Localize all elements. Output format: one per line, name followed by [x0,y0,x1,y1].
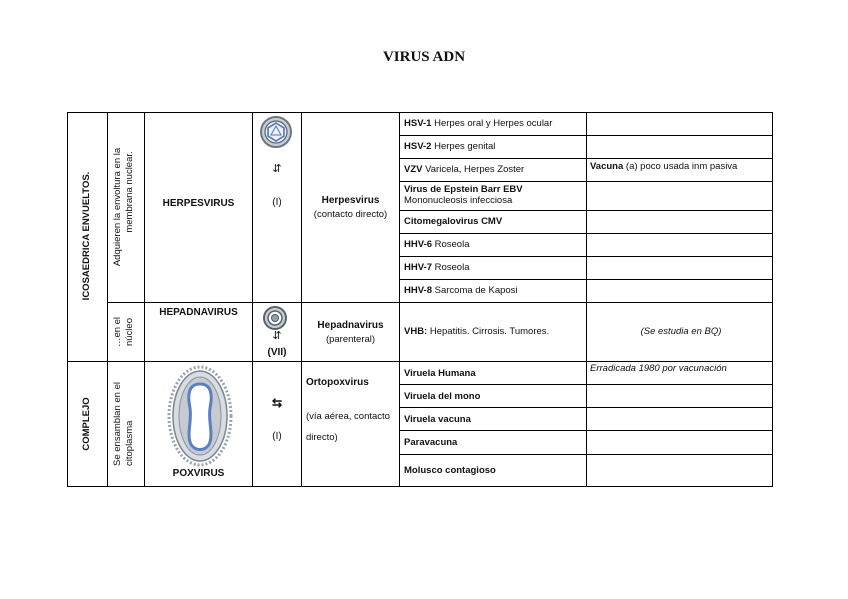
table-row: HHV-7 Roseola [404,262,470,273]
table-row: HSV-2 Herpes genital [404,141,496,152]
group-icosaedrica: ICOSAEDRICA ENVUELTOS. [81,171,92,301]
pox-strand-arrow: ⇆ [271,396,283,410]
group-complejo: COMPLEJO [81,397,92,451]
table-row: HHV-8 Sarcoma de Kaposi [404,285,518,296]
herpes-baltimore-class: (I) [272,197,282,208]
assembly-nucleo [112,317,136,347]
assembly-cyto-line2: citoplasma [124,420,135,466]
note-vhb: (Se estudia en BQ) [640,326,722,337]
hepadna-strand-arrow: ⇵ [272,330,282,342]
table-row: Paravacuna [404,437,458,448]
table-row: Viruela vacuna [404,414,471,425]
pox-transmission-line2: directo) [306,432,338,443]
herpes-genus: Herpesvirus [321,195,380,206]
table-row: Virus de Epstein Barr EBV Mononucleosis infecciosa [404,184,523,206]
herpes-transmission: (contacto directo) [313,209,388,220]
table-row: Molusco contagioso [404,465,496,476]
note-viruela: Erradicada 1980 por vacunación [590,363,727,374]
herpesvirus-capsid-icon [259,115,293,149]
note-vzv: Vacuna (a) poco usada inm pasiva [590,161,738,172]
hepadna-transmission: (parenteral) [325,334,376,345]
table-row: Citomegalovirus CMV [404,216,503,227]
table-row: VHB: Hepatitis. Cirrosis. Tumores. [404,326,550,337]
assembly-nuclear-line1: Adquieren la envoltura en la [112,147,123,267]
assembly-nucleo-line2: núcleo [124,318,135,347]
assembly-cyto-line1: Se ensamblan en el [112,382,123,466]
hepadnavirus-capsid-icon [262,305,288,331]
pox-genus: Ortopoxvirus [306,377,369,388]
table-row: HHV-6 Roseola [404,239,470,250]
table-row: VZV Varicela, Herpes Zoster [404,164,525,175]
assembly-nucleo-line1: …en el [112,316,123,348]
family-herpes: HERPESVIRUS [162,198,235,209]
family-pox: POXVIRUS [172,468,225,479]
family-hepadna: HEPADNAVIRUS [159,307,238,318]
herpes-strand-arrow: ⇵ [272,163,282,175]
page-title: VIRUS ADN [382,49,466,65]
hepadna-genus: Hepadnavirus [317,320,384,331]
table-row: HSV-1 Herpes oral y Herpes ocular [404,118,553,129]
hepadna-baltimore-class: (VII) [267,347,287,358]
table-row: Viruela Humana [404,368,476,379]
table-row: Viruela del mono [404,391,481,402]
pox-baltimore-class: (I) [272,431,282,442]
assembly-cyto [112,382,136,466]
assembly-nuclear [112,148,136,266]
poxvirus-illustration-icon [165,364,235,468]
pox-transmission-line1: (vía aérea, contacto [306,411,390,422]
assembly-nuclear-line2: membrana nuclear. [124,151,135,233]
